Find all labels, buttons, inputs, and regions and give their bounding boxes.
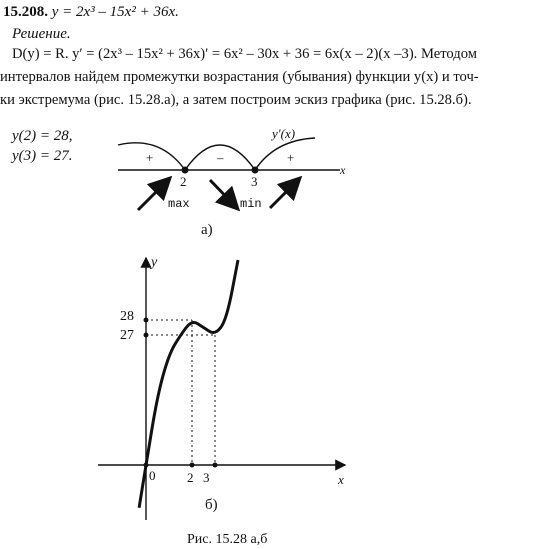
sign-plus-left: +	[146, 150, 154, 165]
figure-b-tick-2: 2	[187, 470, 194, 485]
value-y2: y(2) = 28,	[12, 128, 73, 144]
solution-line-1: D(y) = R. y′ = (2x³ – 15x² + 36x)′ = 6x² – 30x + 36 = 6x(x – 2)(x –3). Методом	[12, 46, 477, 62]
problem-number: 15.208.	[3, 4, 48, 20]
figure-b-tick-3: 3	[203, 470, 210, 485]
footer-caption: Рис. 15.28 а,б	[187, 532, 268, 547]
y-axis-mark-27	[144, 333, 149, 338]
x-axis-mark-3	[213, 463, 218, 468]
x-axis-mark-2	[190, 463, 195, 468]
figure-b-caption: б)	[205, 497, 218, 513]
problem-function: y = 2x³ – 15x² + 36x.	[51, 4, 179, 20]
sign-plus-right: +	[287, 150, 295, 165]
figure-b-x-label: x	[338, 472, 344, 487]
label-min: min	[240, 197, 262, 211]
point-label-2: 2	[180, 174, 187, 189]
point-label-3: 3	[251, 174, 258, 189]
sign-minus-middle: –	[217, 150, 224, 165]
figure-b-tick-27: 27	[120, 328, 134, 343]
origin-point	[144, 463, 149, 468]
figure-b-y-label: y	[151, 255, 158, 270]
solution-line-3: ки экстремума (рис. 15.28.а), а затем построим эскиз графика (рис. 15.28.б).	[0, 92, 472, 108]
value-y3: y(3) = 27.	[12, 148, 73, 164]
solution-heading: Решение.	[12, 26, 71, 42]
solution-line-2: интервалов найдем промежутки возрастания (убывания) функции y(x) и точ-	[0, 69, 479, 85]
figure-a-x-label: x	[340, 163, 346, 177]
figure-b-origin-label: 0	[149, 468, 156, 483]
figure-b-tick-28: 28	[120, 309, 134, 324]
figure-a-caption: а)	[201, 222, 213, 238]
derivative-label: y′(x)	[272, 126, 296, 141]
label-max: max	[168, 197, 190, 211]
y-axis-mark-28	[144, 318, 149, 323]
